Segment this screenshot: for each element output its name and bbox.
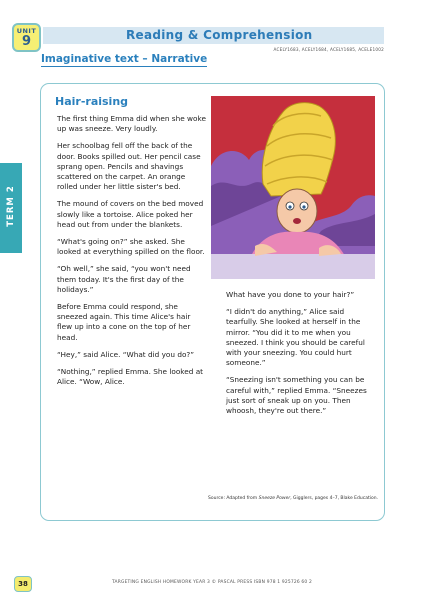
paragraph: “Oh well,” she said, “you won't need them today. It's the first day of the holidays.” bbox=[57, 264, 191, 294]
story-column-2 bbox=[226, 290, 376, 423]
paragraph: “Hey,” said Alice. “What did you do?” bbox=[57, 349, 195, 359]
footer-text: TARGETING ENGLISH HOMEWORK YEAR 3 © PASCAL PRESS ISBN 978 1 925726 60 2 bbox=[111, 580, 313, 585]
paragraph: What have you done to your hair?” bbox=[226, 290, 355, 299]
story-title: Hair-raising bbox=[55, 95, 129, 108]
term-label: TERM 2 bbox=[6, 185, 16, 227]
curriculum-codes: ACELY1683, ACELY1684, ACELY1685, ACELE1002 bbox=[273, 47, 384, 52]
paragraph: Before Emma could respond, she sneezed again. This time Alice's hair flew up into a cone on the top of her head. bbox=[57, 302, 191, 342]
paragraph: “Nothing,” replied Emma. She looked at Alice. “Wow, Alice. bbox=[57, 367, 204, 387]
paragraph: “What's going on?” she asked. She looked at everything spilled on the floor. bbox=[57, 237, 205, 257]
unit-number: 9 bbox=[21, 34, 32, 49]
source-citation: Source: Adapted from Sneeze Power, Gigglers, pages 4–7, Blake Education. bbox=[208, 496, 378, 501]
paragraph: The mound of covers on the bed moved slowly like a tortoise. Alice poked her head out from under the blankets. bbox=[57, 199, 204, 229]
story-column-1 bbox=[57, 114, 207, 394]
unit-badge bbox=[12, 23, 41, 52]
unit-label: UNIT bbox=[16, 27, 37, 35]
term-side-tab bbox=[0, 163, 22, 253]
story-illustration bbox=[211, 96, 375, 279]
paragraph: “I didn't do anything,” Alice said tearfully. She looked at herself in the mirror. “You did it to me when you sneezed. I think you should be careful with your sneezing. You could hurt someone.” bbox=[226, 307, 365, 368]
page-title: Reading & Comprehension bbox=[126, 28, 313, 42]
section-subheading: Imaginative text – Narrative bbox=[41, 53, 208, 65]
paragraph: Her schoolbag fell off the back of the door. Books spilled out. Her pencil case sprang open. Pencils and shavings scattered on the carpet. An orange rolled under her little sister's bed. bbox=[57, 141, 201, 192]
page-number: 38 bbox=[14, 576, 32, 592]
paragraph: The first thing Emma did when she woke up was sneeze. Very loudly. bbox=[57, 114, 206, 134]
source-title: Sneeze Power bbox=[258, 496, 291, 501]
girl-cone-hair-illustration bbox=[211, 96, 375, 279]
paragraph: “Sneezing isn't something you can be careful with,” replied Emma. “Sneezes just sort of sneak up on you. Then whoosh, they're out there.” bbox=[226, 375, 367, 416]
